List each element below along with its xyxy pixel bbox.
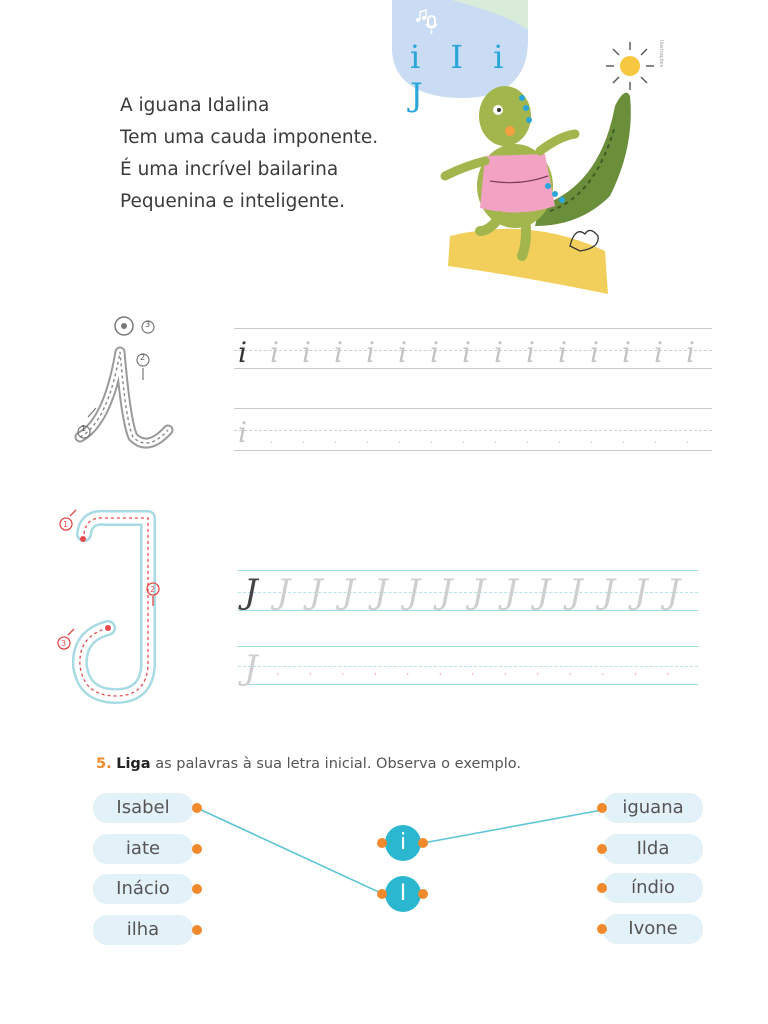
trace-letter: · — [334, 438, 337, 447]
exercise-number: 5. — [96, 756, 112, 772]
trace-letter: · — [471, 670, 475, 679]
connect-dot[interactable] — [192, 884, 202, 894]
connect-dot[interactable] — [597, 844, 607, 854]
trace-letter: · — [601, 670, 605, 679]
trace-letter: J — [374, 572, 388, 612]
trace-letter: · — [686, 438, 689, 447]
trace-letter: i — [334, 336, 343, 369]
trace-letter: · — [590, 438, 593, 447]
connect-dot[interactable] — [597, 883, 607, 893]
lowercase-tracing-area[interactable] — [234, 328, 712, 454]
trace-letter: J — [309, 572, 323, 612]
trace-letter: · — [309, 670, 312, 679]
trace-letter: i — [270, 336, 279, 369]
trace-letter: J — [471, 572, 486, 612]
trace-letter: i — [366, 336, 375, 369]
illustration-credit: Ilustrações — [658, 40, 664, 68]
trace-letter: i — [622, 336, 631, 369]
trace-letter: J — [601, 572, 616, 612]
trace-letter: J — [569, 572, 583, 612]
trace-letter: · — [634, 670, 637, 679]
iguana-dancer-illustration — [430, 36, 680, 296]
connect-dot[interactable] — [192, 925, 202, 935]
trace-letter: · — [341, 670, 345, 679]
step-number: 3 — [61, 639, 67, 648]
word-pill-right[interactable]: índio — [603, 873, 703, 903]
connect-dot[interactable] — [377, 838, 387, 848]
poem — [120, 90, 440, 218]
step-number: 3 — [145, 320, 151, 329]
trace-letter: · — [654, 438, 657, 447]
trace-letter: · — [526, 438, 529, 447]
trace-letter: i — [238, 336, 247, 369]
word-pill-left[interactable]: Inácio — [93, 874, 193, 904]
trace-letter: · — [494, 438, 497, 447]
step-number: 1 — [63, 520, 69, 529]
trace-letter: i — [462, 336, 471, 369]
trace-letter: J — [666, 572, 681, 612]
poem-line: Tem uma cauda imponente. — [120, 127, 379, 148]
connector-line — [197, 808, 383, 894]
trace-letter: · — [398, 438, 401, 447]
poem-line: A iguana Idalina — [120, 95, 270, 116]
word-pill-right[interactable]: iguana — [603, 793, 703, 823]
lowercase-i-stroke-guide — [68, 312, 178, 462]
connect-dot[interactable] — [192, 803, 202, 813]
connector-line — [423, 810, 602, 843]
connect-dot[interactable] — [597, 924, 607, 934]
connect-dot[interactable] — [418, 889, 428, 899]
trace-letter: · — [504, 670, 507, 679]
step-number: 1 — [81, 424, 87, 433]
connect-dot[interactable] — [418, 838, 428, 848]
word-pill-left[interactable]: Isabel — [93, 793, 193, 823]
trace-letter: · — [666, 670, 670, 679]
connect-dot[interactable] — [597, 803, 607, 813]
trace-letter: i — [302, 336, 311, 369]
poem-line: Pequenina e inteligente. — [120, 191, 345, 212]
exercise-instruction — [96, 756, 521, 772]
uppercase-j-stroke-guide — [56, 506, 172, 706]
trace-letter: i — [686, 336, 695, 369]
trace-letter: · — [406, 670, 410, 679]
exercise-verb: Liga — [116, 756, 151, 772]
trace-letter: · — [622, 438, 625, 447]
trace-letter: i — [654, 336, 663, 369]
center-letter-lowercase[interactable]: i — [385, 825, 421, 861]
trace-letter: J — [244, 648, 258, 688]
trace-letter: · — [276, 670, 280, 679]
word-pill-right[interactable]: Ilda — [603, 834, 703, 864]
step-number: 2 — [140, 353, 146, 362]
trace-letter: J — [634, 572, 648, 612]
trace-letter: · — [439, 670, 442, 679]
trace-letter: i — [526, 336, 535, 369]
poem-line: É uma incrível bailarina — [120, 159, 339, 180]
trace-letter: J — [536, 572, 551, 612]
trace-letter: · — [569, 670, 572, 679]
trace-letter: · — [366, 438, 369, 447]
connect-dot[interactable] — [377, 889, 387, 899]
trace-letter: · — [270, 438, 273, 447]
header-letters: i I i J — [410, 38, 514, 114]
word-pill-right[interactable]: Ivone — [603, 914, 703, 944]
trace-letter: i — [238, 416, 247, 449]
trace-letter: J — [406, 572, 421, 612]
microphone-music-icon[interactable] — [414, 8, 440, 36]
trace-letter: · — [430, 438, 433, 447]
trace-letter: J — [341, 572, 356, 612]
trace-letter: · — [302, 438, 305, 447]
trace-letter: i — [558, 336, 567, 369]
connect-dot[interactable] — [192, 844, 202, 854]
step-number: 2 — [150, 585, 156, 594]
trace-letter: i — [398, 336, 407, 369]
word-pill-left[interactable]: ilha — [93, 915, 193, 945]
trace-letter: i — [430, 336, 439, 369]
exercise-text: as palavras à sua letra inicial. Observa o exemplo. — [150, 756, 521, 772]
trace-letter: · — [558, 438, 561, 447]
trace-letter: · — [462, 438, 465, 447]
uppercase-tracing-area[interactable] — [238, 570, 698, 688]
trace-letter: J — [504, 572, 518, 612]
trace-letter: J — [244, 572, 258, 612]
trace-letter: J — [439, 572, 453, 612]
trace-letter: J — [276, 572, 291, 612]
word-pill-left[interactable]: iate — [93, 834, 193, 864]
trace-letter: · — [536, 670, 540, 679]
trace-letter: i — [590, 336, 599, 369]
trace-letter: i — [494, 336, 503, 369]
center-letter-uppercase[interactable]: I — [385, 876, 421, 912]
trace-letter: · — [374, 670, 377, 679]
